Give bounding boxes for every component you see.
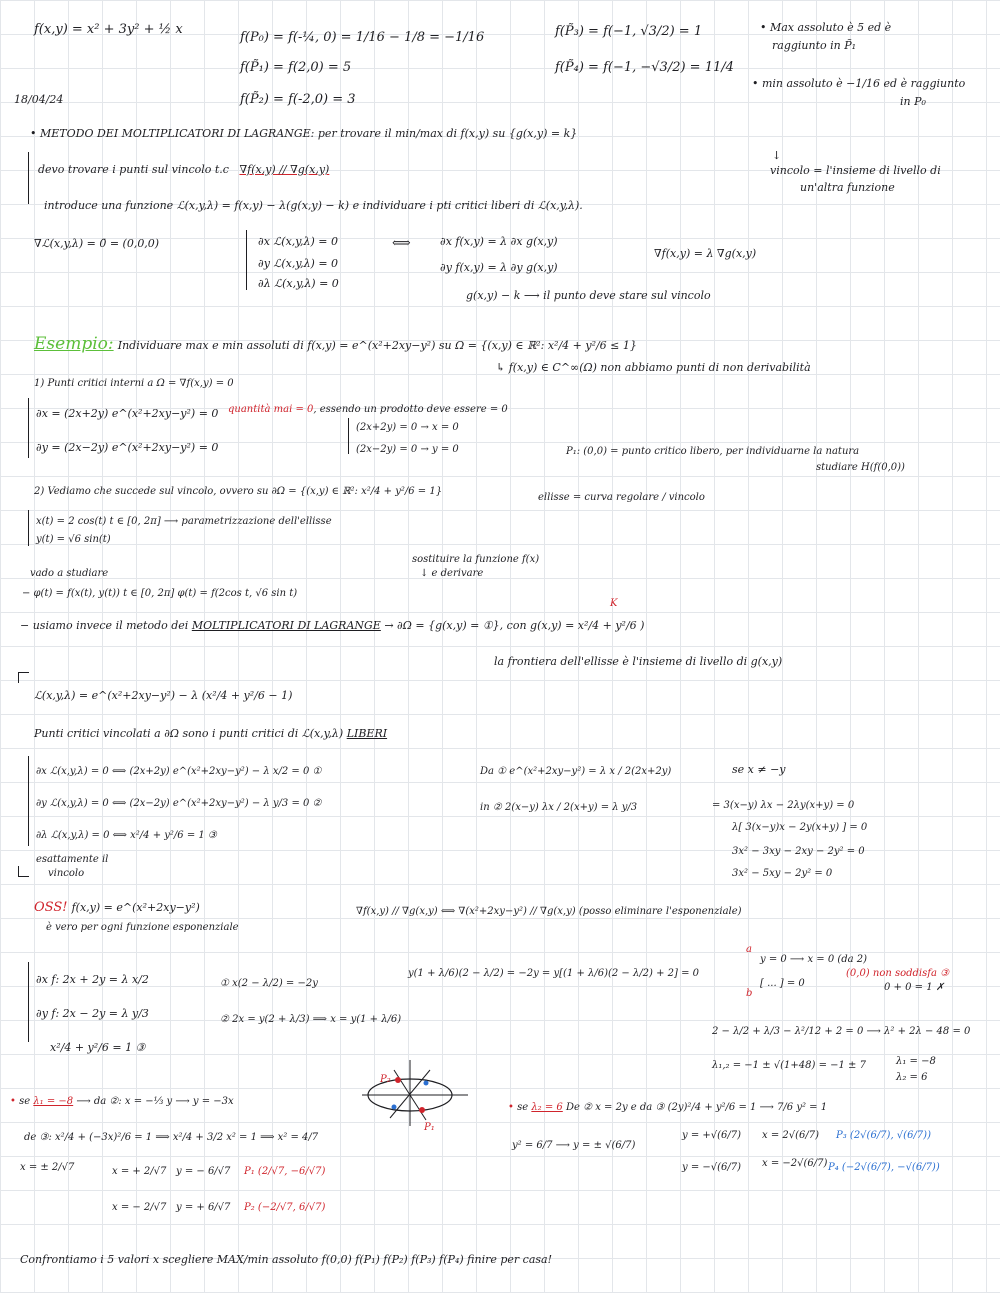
step2: introduce una funzione ℒ(x,y,λ) = f(x,y) − λ(g(x,y) − k) e individuare i pti critici liberi di ℒ(x,y,λ). [44, 199, 583, 212]
max-note: • Max assoluto è 5 ed è [760, 21, 892, 34]
grad-parallel: ∇f(x,y) = λ ∇g(x,y) [654, 247, 757, 260]
f-p1-value: f(P̃₁) = f(2,0) = 5 [240, 60, 352, 75]
param-y: y(t) = √6 sin(t) [36, 534, 111, 545]
corner-mark [18, 866, 29, 877]
sys3-c1: y(1 + λ/6)(2 − λ/2) = −2y = y[(1 + λ/6)(2 − λ/2) + 2] = 0 [408, 968, 700, 979]
function-definition: f(x,y) = x² + 3y² + ½ x [34, 22, 183, 37]
iff-symbol: ⟺ [392, 236, 411, 251]
lag-eq-1: ∂x ℒ(x,y,λ) = 0 ⟺ (2x+2y) e^(x²+2xy−y²) − λ x/2 = 0 ① [36, 766, 322, 777]
grad-zero: ∇ℒ(x,y,λ) = 0̄ = (0,0,0) [34, 237, 160, 250]
lambda-2: λ₂ = 6 [896, 1072, 928, 1083]
eq-2: ∂y f(x,y) = λ ∂y g(x,y) [440, 261, 558, 274]
frontiera-note: la frontiera dell'ellisse è l'insieme di livello di g(x,y) [494, 655, 783, 668]
in-2: in ② 2(x−y) λx / 2(x+y) = λ y/3 [480, 802, 638, 813]
bracket [28, 152, 29, 204]
branch-b-bracket: [ ... ] = 0 [760, 978, 805, 989]
case1-title: • se λ₁ = −8 ⟶ da ②: x = −⅓ y ⟶ y = −3x [10, 1096, 234, 1107]
sostituire-note: sostituire la funzione f(x) [412, 554, 540, 565]
diagram-p2: P₂ [380, 1074, 391, 1085]
eq-3: g(x,y) − k ⟶ il punto deve stare sul vincolo [466, 289, 711, 302]
punti-critici: Punti critici vincolati a ∂Ω sono i punti critici di ℒ(x,y,λ) LIBERI [34, 727, 388, 740]
vado-studiare: vado a studiare [30, 568, 109, 579]
ellisse-note: ellisse = curva regolare / vincolo [538, 492, 705, 503]
result-2: λ[ 3(x−y)x − 2y(x+y) ] = 0 [732, 822, 868, 833]
sys3-a3: x²/4 + y²/6 = 1 ③ [50, 1041, 146, 1054]
case2-title: • se λ₂ = 6 De ② x = 2y e da ③ (2y)²/4 + y²/6 = 1 ⟶ 7/6 y² = 1 [508, 1102, 828, 1113]
final-line: Confrontiamo i 5 valori x scegliere MAX/min assoluto f(0,0) f(P₁) f(P₂) f(P₃) f(P₄) finire per casa! [20, 1253, 553, 1266]
result-4: 3x² − 5xy − 2y² = 0 [732, 868, 833, 879]
brace [348, 418, 349, 454]
derivare-note: ↓ e derivare [420, 568, 484, 579]
case2-y2: y² = 6/7 ⟶ y = ± √(6/7) [512, 1140, 636, 1151]
partial-y: ∂y = (2x−2y) e^(x²+2xy−y²) = 0 [36, 441, 219, 454]
case2-r1-x: x = 2√(6/7) [762, 1130, 820, 1141]
brace [28, 962, 29, 1042]
part1-title: 1) Punti critici interni a Ω = ∇f(x,y) = 0 [34, 378, 234, 389]
lag-eq-3: ∂λ ℒ(x,y,λ) = 0 ⟺ x²/4 + y²/6 = 1 ③ [36, 830, 217, 841]
corner-mark [18, 672, 29, 683]
case1-r2-y: y = + 6/√7 [176, 1202, 231, 1213]
sys3-a1: ∂x f: 2x + 2y = λ x/2 [36, 973, 149, 986]
sys3-b2: ② 2x = y(2 + λ/3) ⟹ x = y(1 + λ/6) [220, 1014, 402, 1025]
partial-x: ∂x = (2x+2y) e^(x²+2xy−y²) = 0 [36, 407, 219, 420]
lambda-roots: λ₁,₂ = −1 ± √(1+48) = −1 ± 7 [712, 1060, 866, 1071]
f-p3-value: f(P̃₃) = f(−1, √3/2) = 1 [555, 24, 703, 39]
diagram-p1: P₁ [424, 1122, 435, 1133]
date: 18/04/24 [14, 93, 64, 106]
oss-vero: è vero per ogni funzione esponenziale [46, 922, 239, 933]
vincolo-note: vincolo = l'insieme di livello di [770, 164, 941, 177]
ellipse-diagram [360, 1058, 470, 1128]
result-3: 3x² − 3xy − 2xy − 2y² = 0 [732, 846, 865, 857]
case1-r2-x: x = − 2/√7 [112, 1202, 167, 1213]
param-x: x(t) = 2 cos(t) t ∈ [0, 2π] ⟶ parametrizzazione dell'ellisse [36, 516, 332, 527]
k-label: K [610, 598, 618, 609]
f-p2-value: f(P̃₂) = f(-2,0) = 3 [240, 92, 356, 107]
step1: devo trovare i punti sul vincolo t.c ∇f(x,y) // ∇g(x,y) [38, 163, 330, 176]
se-condition: se x ≠ −y [732, 763, 786, 776]
oss-line: OSS! f(x,y) = e^(x²+2xy−y²) [34, 900, 200, 915]
branch-a-result: y = 0 ⟶ x = 0 (da 2) [760, 954, 868, 965]
hessian-note: studiare H(f(0,0)) [816, 462, 905, 473]
case1-xpm: x = ± 2/√7 [20, 1162, 75, 1173]
part2-title: 2) Vediamo che succede sul vincolo, ovvero su ∂Ω = {(x,y) ∈ ℝ²: x²/4 + y²/6 = 1} [34, 486, 443, 497]
oss-gradpar: ∇f(x,y) // ∇g(x,y) ⟺ ∇(x²+2xy−y²) // ∇g(x,y) (posso eliminare l'esponenziale) [356, 906, 742, 917]
point-p4: P₄ (−2√(6/7), −√(6/7)) [828, 1162, 940, 1173]
sys-eq-2: ∂y ℒ(x,y,λ) = 0 [258, 257, 339, 270]
solution-y: (2x−2y) = 0 → y = 0 [356, 444, 459, 455]
max-note-2: raggiunto in P̃₁ [772, 39, 857, 52]
vincolo-arrow: ↓ [772, 149, 782, 162]
esattamente-note: esattamente il [36, 854, 109, 865]
eq-1: ∂x f(x,y) = λ ∂x g(x,y) [440, 235, 558, 248]
f-p0-value: f(P₀) = f(-¼, 0) = 1/16 − 1/8 = −1/16 [240, 30, 485, 45]
point-p1: P₁ (2/√7, −6/√7) [244, 1166, 326, 1177]
esempio-line: Esempio: Individuare max e min assoluti di f(x,y) = e^(x²+2xy−y²) su Ω = {(x,y) ∈ ℝ²: x²/4 + y²/6 ≤ 1} [34, 334, 637, 354]
result-1: = 3(x−y) λx − 2λy(x+y) = 0 [712, 800, 855, 811]
branch-b: b [746, 988, 753, 999]
red-note: quantità mai = 0, essendo un prodotto deve essere = 0 [228, 404, 508, 415]
case2-r2-x: x = −2√(6/7) [762, 1158, 828, 1169]
system-brace [246, 230, 247, 290]
brace [28, 510, 29, 546]
vincolo-note-2: un'altra funzione [800, 181, 895, 194]
min-note: • min assoluto è −1/16 ed è raggiunto [752, 77, 966, 90]
sys3-a2: ∂y f: 2x − 2y = λ y/3 [36, 1007, 149, 1020]
case1-r1-y: y = − 6/√7 [176, 1166, 231, 1177]
point-p3: P₃ (2√(6/7), √(6/7)) [836, 1130, 931, 1141]
critical-point-p1: P₁: (0,0) = punto critico libero, per individuarne la natura [566, 446, 860, 457]
branch-a-red: (0,0) non soddisfa ③ [846, 968, 950, 979]
esempio-sub: ↳ f(x,y) ∈ C^∞(Ω) non abbiamo punti di non derivabilità [496, 361, 811, 374]
lambda-1: λ₁ = −8 [896, 1056, 936, 1067]
brace [28, 398, 29, 458]
da-1: Da ① e^(x²+2xy−y²) = λ x / 2(2x+2y) [480, 766, 672, 777]
min-note-2: in P₀ [900, 95, 926, 108]
case2-r1-y: y = +√(6/7) [682, 1130, 742, 1141]
lagrangian: ℒ(x,y,λ) = e^(x²+2xy−y²) − λ (x²/4 + y²/6 − 1) [34, 689, 293, 702]
sys3-b1: ① x(2 − λ/2) = −2y [220, 978, 318, 989]
solution-x: (2x+2y) = 0 → x = 0 [356, 422, 459, 433]
case1-de3: de ③: x²/4 + (−3x)²/6 = 1 ⟹ x²/4 + 3/2 x² = 1 ⟹ x² = 4/7 [24, 1132, 319, 1143]
branch-a-check: 0 + 0 = 1 ✗ [884, 982, 945, 993]
phi-def: − φ(t) = f(x(t), y(t)) t ∈ [0, 2π] φ(t) = f(2cos t, √6 sin t) [22, 588, 298, 599]
vincolo-label: vincolo [48, 868, 85, 879]
lambda-equation: 2 − λ/2 + λ/3 − λ²/12 + 2 = 0 ⟶ λ² + 2λ − 48 = 0 [712, 1026, 971, 1037]
lagrange-title: • METODO DEI MOLTIPLICATORI DI LAGRANGE: per trovare il min/max di f(x,y) su {g(x,y) = k} [30, 127, 578, 140]
usiamo-line: − usiamo invece il metodo dei MOLTIPLICATORI DI LAGRANGE → ∂Ω = {g(x,y) = ①}, con g(x,y) = x²/4 + y²/6 ) [20, 619, 645, 632]
lag-eq-2: ∂y ℒ(x,y,λ) = 0 ⟺ (2x−2y) e^(x²+2xy−y²) − λ y/3 = 0 ② [36, 798, 322, 809]
case1-r1-x: x = + 2/√7 [112, 1166, 167, 1177]
f-p4-value: f(P̃₄) = f(−1, −√3/2) = 11/4 [555, 60, 734, 75]
case2-r2-y: y = −√(6/7) [682, 1162, 742, 1173]
point-p2: P₂ (−2/√7, 6/√7) [244, 1202, 326, 1213]
sys-eq-3: ∂λ ℒ(x,y,λ) = 0 [258, 277, 339, 290]
branch-a: a [746, 944, 752, 955]
brace [28, 756, 29, 846]
sys-eq-1: ∂x ℒ(x,y,λ) = 0 [258, 235, 339, 248]
